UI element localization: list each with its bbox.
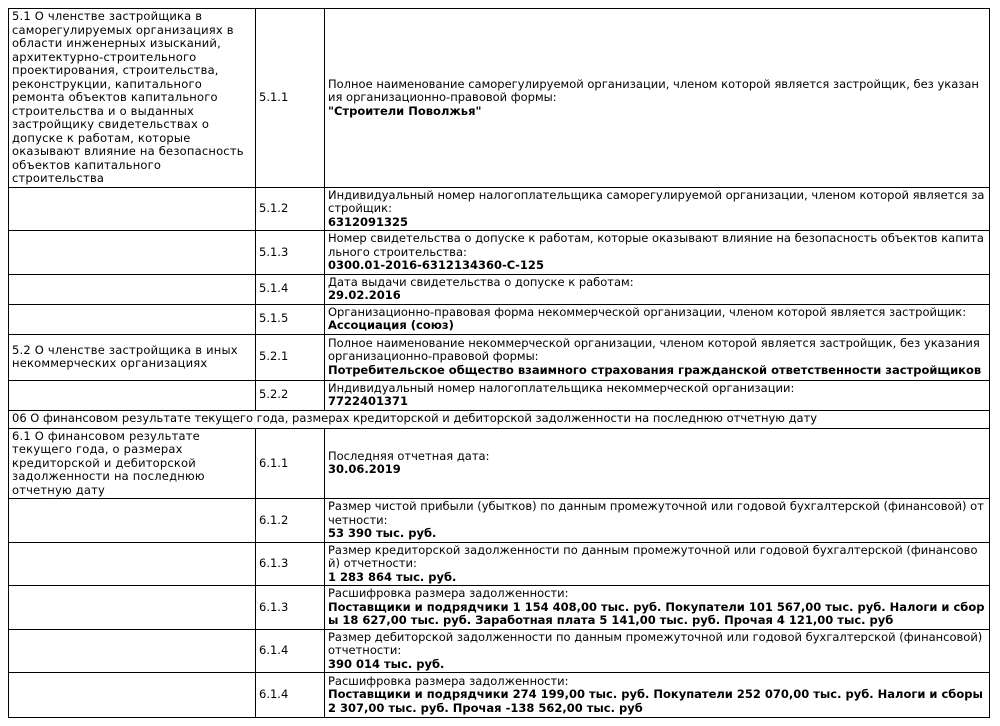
declaration-table — [8, 8, 990, 718]
field-label: Расшифровка размера задолженности: — [328, 586, 569, 600]
item-number-cell: 5.1.2 — [256, 187, 325, 231]
item-number-cell: 5.1.5 — [256, 304, 325, 334]
field-value: 7722401371 — [328, 394, 409, 408]
field-label: Индивидуальный номер налогоплательщика саморегулируемой организации, членом которой является застройщик: — [328, 187, 985, 215]
field-cell — [325, 231, 990, 275]
field-label: Последняя отчетная дата: — [328, 448, 490, 463]
field-cell — [325, 586, 990, 630]
field-cell — [325, 499, 990, 543]
section-cell — [9, 586, 256, 630]
field-cell — [325, 673, 990, 718]
field-value: 0300.01-2016-6312134360-С-125 — [328, 258, 544, 272]
field-label: Организационно-правовая форма некоммерческой организации, членом которой является застройщик: — [328, 304, 967, 319]
field-label: Размер чистой прибыли (убытков) по данным промежуточной или годовой бухгалтерской (финансовой) отчетности: — [328, 499, 984, 527]
table-row — [9, 629, 990, 673]
section-cell — [9, 542, 256, 586]
field-cell — [325, 380, 990, 410]
table-row — [9, 334, 990, 380]
item-number-cell: 6.1.3 — [256, 542, 325, 586]
field-label: Полное наименование саморегулируемой организации, членом которой является застройщик, без указания организационно-правовой формы: — [328, 76, 979, 104]
table-row — [9, 274, 990, 304]
field-cell — [325, 304, 990, 334]
item-number-cell: 6.1.4 — [256, 673, 325, 718]
item-number-cell: 6.1.3 — [256, 586, 325, 630]
table-row — [9, 673, 990, 718]
field-value: 1 283 864 тыс. руб. — [328, 569, 457, 584]
section-cell: 5.1 О членстве застройщика в саморегулируемых организациях в области инженерных изысканий, архитектурно-строительного проектирования, строительства, реконструкции, капитального ремонта объектов капитального строительства и о выданных застройщику свидетельствах о допуске к работам, которые оказывают влияние на безопасность объектов капитального строительства — [9, 9, 256, 188]
field-label: Дата выдачи свидетельства о допуске к работам: — [328, 274, 634, 289]
field-label: Размер дебиторской задолженности по данным промежуточной или годовой бухгалтерской (финансовой) отчетности: — [328, 629, 983, 657]
item-number-cell: 5.1.3 — [256, 231, 325, 275]
field-value: 53 390 тыс. руб. — [328, 526, 437, 540]
section-cell — [9, 380, 256, 410]
field-cell — [325, 542, 990, 586]
section-cell — [9, 499, 256, 543]
field-label: Индивидуальный номер налогоплательщика некоммерческой организации: — [328, 380, 795, 395]
table-row — [9, 231, 990, 275]
field-value: Ассоциация (союз) — [328, 318, 454, 332]
item-number-cell: 6.1.1 — [256, 428, 325, 499]
table-row — [9, 586, 990, 630]
section-cell — [9, 304, 256, 334]
table-row — [9, 542, 990, 586]
field-label: Номер свидетельства о допуске к работам, которые оказывают влияние на безопасность объектов капитального строительства: — [328, 231, 984, 259]
field-value: Потребительское общество взаимного страхования гражданской ответственности застройщиков — [328, 362, 982, 377]
field-label: Полное наименование некоммерческой организации, членом которой является застройщик, без указания организационно-правовой формы: — [328, 335, 980, 364]
field-cell — [325, 334, 990, 380]
field-cell — [325, 428, 990, 499]
section-cell: 5.2 О членстве застройщика в иных некоммерческих организациях — [9, 334, 256, 380]
section-cell — [9, 629, 256, 673]
field-value: 29.02.2016 — [328, 288, 401, 302]
item-number-cell: 5.1.1 — [256, 9, 325, 188]
field-label: Расшифровка размера задолженности: — [328, 673, 569, 688]
field-value: 30.06.2019 — [328, 462, 401, 477]
section-cell — [9, 673, 256, 718]
table-row — [9, 304, 990, 334]
field-cell — [325, 274, 990, 304]
table-row — [9, 499, 990, 543]
table-row — [9, 380, 990, 410]
table-row — [9, 9, 990, 188]
section-header-row — [9, 410, 990, 428]
field-value: Поставщики и подрядчики 274 199,00 тыс. руб. Покупатели 252 070,00 тыс. руб. Налоги и сборы 2 307,00 тыс. руб. Прочая -138 562,00 тыс. руб — [328, 687, 983, 715]
section-cell — [9, 187, 256, 231]
section-header: 06 О финансовом результате текущего года, размерах кредиторской и дебиторской задолженности на последнюю отчетную дату — [9, 410, 990, 428]
item-number-cell: 5.2.1 — [256, 334, 325, 380]
item-number-cell: 5.2.2 — [256, 380, 325, 410]
field-value: "Строители Поволжья" — [328, 103, 482, 118]
field-label: Размер кредиторской задолженности по данным промежуточной или годовой бухгалтерской (финансовой) отчетности: — [328, 542, 978, 570]
section-cell — [9, 231, 256, 275]
field-cell — [325, 187, 990, 231]
field-cell — [325, 9, 990, 188]
field-value: Поставщики и подрядчики 1 154 408,00 тыс. руб. Покупатели 101 567,00 тыс. руб. Налоги и сборы 18 627,00 тыс. руб. Заработная плата 5 141,00 тыс. руб. Прочая 4 121,00 тыс. руб — [328, 599, 985, 627]
item-number-cell: 6.1.4 — [256, 629, 325, 673]
field-value: 6312091325 — [328, 214, 409, 229]
table-row — [9, 428, 990, 499]
section-cell — [9, 274, 256, 304]
item-number-cell: 5.1.4 — [256, 274, 325, 304]
field-cell — [325, 629, 990, 673]
field-value: 390 014 тыс. руб. — [328, 656, 445, 671]
section-cell: 6.1 О финансовом результате текущего года, о размерах кредиторской и дебиторской задолженности на последнюю отчетную дату — [9, 428, 256, 499]
item-number-cell: 6.1.2 — [256, 499, 325, 543]
table-row — [9, 187, 990, 231]
